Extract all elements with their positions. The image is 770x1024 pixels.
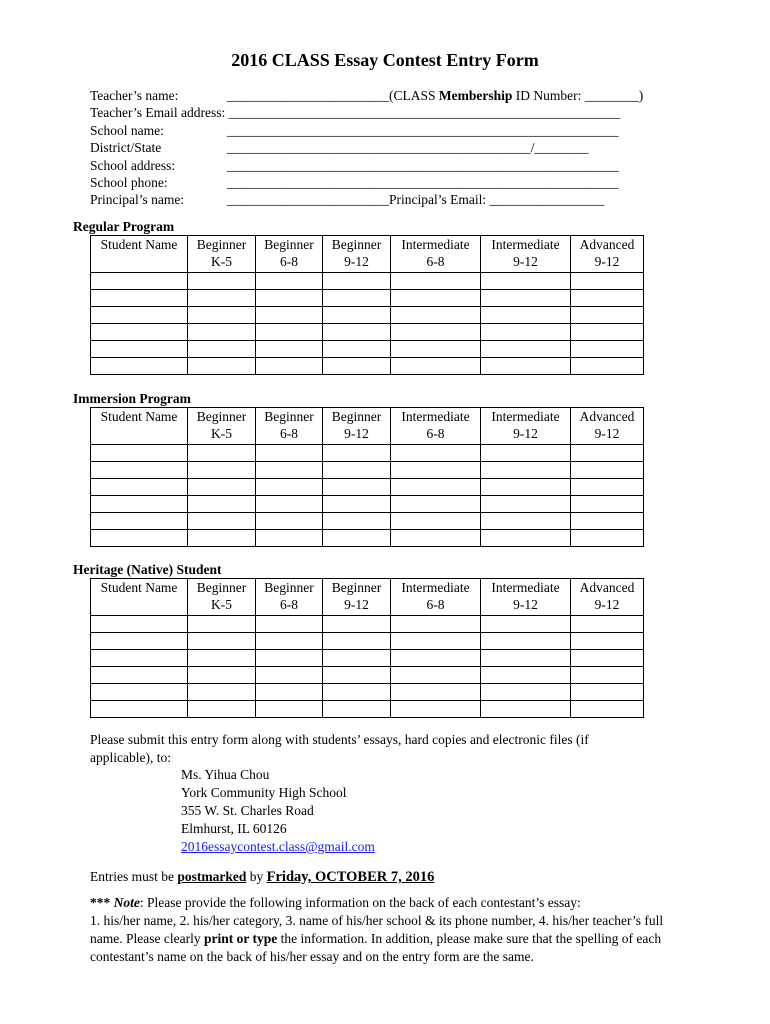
category-cell[interactable] [571,701,644,718]
student-name-cell[interactable] [91,633,188,650]
category-cell[interactable] [323,479,391,496]
category-cell[interactable] [256,479,323,496]
col-beginner-6-8: Beginner 6-8 [256,236,323,273]
category-cell[interactable] [391,290,481,307]
col-advanced-9-12: Advanced 9-12 [571,408,644,445]
category-cell[interactable] [188,513,256,530]
col-intermediate-9-12: Intermediate 9-12 [481,408,571,445]
mailing-address [181,766,375,856]
section-title-immersion: Immersion Program [73,391,191,406]
category-cell[interactable] [391,667,481,684]
category-cell[interactable] [188,650,256,667]
category-cell[interactable] [188,616,256,633]
heritage-student-table [90,578,644,718]
recipient-school: York Community High School [181,785,347,800]
category-cell[interactable] [571,496,644,513]
category-cell[interactable] [481,701,571,718]
category-cell[interactable] [391,496,481,513]
category-cell[interactable] [256,616,323,633]
school-address-row[interactable] [90,157,690,174]
student-name-cell[interactable] [91,445,188,462]
category-cell[interactable] [391,479,481,496]
category-cell[interactable] [391,273,481,290]
note-label: Note [113,895,140,910]
note-text: : Please provide the following information on the back of each contestant’s essay: [139,895,581,910]
category-cell[interactable] [481,273,571,290]
table-row [91,445,644,462]
category-cell[interactable] [571,273,644,290]
col-intermediate-9-12: Intermediate 9-12 [481,579,571,616]
category-cell[interactable] [188,479,256,496]
category-cell[interactable] [571,684,644,701]
postmarked-emphasis: postmarked [177,869,247,884]
submit-instructions: Please submit this entry form along with students’ essays, hard copies and electronic files (if applicable), to: [90,732,589,765]
table-header-row [91,236,644,273]
category-cell[interactable] [323,633,391,650]
category-cell[interactable] [391,358,481,375]
principal-line[interactable]: ________________________Principal’s Email: _________________ [227,192,605,208]
note-stars: *** [90,895,114,910]
student-name-cell[interactable] [91,290,188,307]
membership-id-blank[interactable]: ID Number: ________) [512,88,644,103]
form-title: 2016 CLASS Essay Contest Entry Form [231,50,539,70]
category-cell[interactable] [188,633,256,650]
deadline-pre: Entries must be [90,869,178,884]
table-row [91,513,644,530]
category-cell[interactable] [571,307,644,324]
col-beginner-k5: Beginner K-5 [188,408,256,445]
category-cell[interactable] [256,701,323,718]
category-cell[interactable] [571,324,644,341]
table-row [91,358,644,375]
category-cell[interactable] [256,307,323,324]
category-cell[interactable] [256,445,323,462]
category-cell[interactable] [571,667,644,684]
col-beginner-k5: Beginner K-5 [188,579,256,616]
category-cell[interactable] [481,479,571,496]
school-address-label: School address: [90,157,176,173]
category-cell[interactable] [323,530,391,547]
category-cell[interactable] [188,530,256,547]
category-cell[interactable] [481,462,571,479]
category-cell[interactable] [481,530,571,547]
category-cell[interactable] [256,290,323,307]
category-cell[interactable] [188,496,256,513]
student-name-cell[interactable] [91,496,188,513]
category-cell[interactable] [323,273,391,290]
category-cell[interactable] [481,513,571,530]
category-cell[interactable] [391,462,481,479]
category-cell[interactable] [188,701,256,718]
category-cell[interactable] [571,358,644,375]
school-phone-row[interactable] [90,174,690,191]
category-cell[interactable] [391,616,481,633]
recipient-street: 355 W. St. Charles Road [181,803,314,818]
category-cell[interactable] [481,324,571,341]
col-student-name: Student Name [91,236,188,273]
col-intermediate-6-8: Intermediate 6-8 [391,408,481,445]
category-cell[interactable] [481,290,571,307]
category-cell[interactable] [391,513,481,530]
category-cell[interactable] [323,358,391,375]
table-row [91,530,644,547]
table-row [91,273,644,290]
category-cell[interactable] [256,684,323,701]
category-cell[interactable] [571,479,644,496]
student-name-cell[interactable] [91,341,188,358]
category-cell[interactable] [323,341,391,358]
student-name-cell[interactable] [91,530,188,547]
category-cell[interactable] [323,513,391,530]
category-cell[interactable] [391,445,481,462]
table-header-row [91,408,644,445]
col-student-name: Student Name [91,579,188,616]
school-address-line[interactable]: __________________________________________________________ [227,157,619,173]
school-name-row[interactable] [90,122,690,139]
table-row [91,307,644,324]
category-cell[interactable] [481,650,571,667]
category-cell[interactable] [323,290,391,307]
student-name-cell[interactable] [91,650,188,667]
category-cell[interactable] [391,650,481,667]
category-cell[interactable] [256,650,323,667]
category-cell[interactable] [323,701,391,718]
table-row [91,324,644,341]
category-cell[interactable] [481,616,571,633]
section-title-heritage: Heritage (Native) Student [73,562,222,577]
table-row [91,496,644,513]
school-phone-label: School phone: [90,175,168,191]
principal-row[interactable] [90,191,690,208]
table-row [91,341,644,358]
recipient-name: Ms. Yihua Chou [181,767,270,782]
category-cell[interactable] [256,324,323,341]
category-cell[interactable] [188,341,256,358]
teacher-info-block [90,87,690,209]
category-cell[interactable] [256,358,323,375]
category-cell[interactable] [571,462,644,479]
category-cell[interactable] [391,701,481,718]
student-name-cell[interactable] [91,701,188,718]
category-cell[interactable] [391,633,481,650]
category-cell[interactable] [188,684,256,701]
recipient-city: Elmhurst, IL 60126 [181,821,287,836]
note-paragraph [90,894,690,966]
teacher-name-row[interactable] [90,87,690,104]
category-cell[interactable] [256,496,323,513]
deadline-date: Friday, OCTOBER 7, 2016 [266,869,435,885]
immersion-program-table [90,407,644,547]
student-name-cell[interactable] [91,513,188,530]
deadline-line [90,869,434,886]
deadline-mid: by [246,869,267,884]
membership-bold: Membership [438,88,513,103]
student-name-cell[interactable] [91,324,188,341]
table-row [91,650,644,667]
category-cell[interactable] [188,667,256,684]
immersion-rows [91,445,644,547]
category-cell[interactable] [571,445,644,462]
table-row [91,701,644,718]
teacher-name-line[interactable] [227,87,643,104]
table-row [91,479,644,496]
col-advanced-9-12: Advanced 9-12 [571,579,644,616]
district-row[interactable] [90,139,690,156]
student-name-cell[interactable] [91,667,188,684]
school-name-label: School name: [90,122,164,138]
table-header-row [91,579,644,616]
heritage-rows [91,616,644,718]
col-beginner-6-8: Beginner 6-8 [256,408,323,445]
category-cell[interactable] [391,307,481,324]
teacher-email-label: Teacher’s Email address: [90,105,226,121]
category-cell[interactable] [323,445,391,462]
table-row [91,667,644,684]
category-cell[interactable] [256,341,323,358]
table-row [91,462,644,479]
teacher-name-label: Teacher’s name: [90,88,179,103]
note-closing: the information. In addition, please make sure that the spelling of each contestant’s name on the back of his/her essay and on the entry form are the same. [90,931,662,964]
regular-rows [91,273,644,375]
category-cell[interactable] [481,445,571,462]
category-cell[interactable] [188,445,256,462]
category-cell[interactable] [256,667,323,684]
category-cell[interactable] [391,684,481,701]
teacher-name-blank[interactable]: ________________________(CLASS [227,88,439,103]
category-cell[interactable] [571,290,644,307]
table-row [91,684,644,701]
table-row [91,633,644,650]
category-cell[interactable] [256,273,323,290]
col-student-name: Student Name [91,408,188,445]
category-cell[interactable] [323,496,391,513]
col-beginner-6-8: Beginner 6-8 [256,579,323,616]
note-print-or-type: print or type [203,931,278,946]
student-name-cell[interactable] [91,479,188,496]
student-name-cell[interactable] [91,358,188,375]
col-beginner-9-12: Beginner 9-12 [323,579,391,616]
category-cell[interactable] [323,324,391,341]
category-cell[interactable] [188,462,256,479]
student-name-cell[interactable] [91,273,188,290]
category-cell[interactable] [256,530,323,547]
table-row [91,616,644,633]
teacher-email-line[interactable]: __________________________________________________________ [225,105,621,121]
school-name-line[interactable]: __________________________________________________________ [227,122,619,138]
col-beginner-9-12: Beginner 9-12 [323,408,391,445]
section-title-regular: Regular Program [73,219,175,234]
student-name-cell[interactable] [91,462,188,479]
category-cell[interactable] [571,341,644,358]
category-cell[interactable] [481,358,571,375]
teacher-email-row[interactable] [90,104,690,121]
category-cell[interactable] [188,273,256,290]
student-name-cell[interactable] [91,307,188,324]
col-beginner-k5: Beginner K-5 [188,236,256,273]
category-cell[interactable] [481,307,571,324]
category-cell[interactable] [188,307,256,324]
school-phone-line[interactable]: __________________________________________________________ [227,175,619,191]
note-list: 1. his/her name, 2. his/her category, 3. name of his/her school & its phone number, 4. his/her teacher’s full name. Please clearly [90,913,664,946]
col-intermediate-6-8: Intermediate 6-8 [391,236,481,273]
category-cell[interactable] [256,633,323,650]
category-cell[interactable] [188,358,256,375]
category-cell[interactable] [481,633,571,650]
student-name-cell[interactable] [91,616,188,633]
category-cell[interactable] [481,496,571,513]
student-name-cell[interactable] [91,684,188,701]
category-cell[interactable] [481,667,571,684]
category-cell[interactable] [571,513,644,530]
category-cell[interactable] [571,633,644,650]
table-row [91,290,644,307]
category-cell[interactable] [256,462,323,479]
category-cell[interactable] [391,530,481,547]
category-cell[interactable] [571,650,644,667]
category-cell[interactable] [571,530,644,547]
category-cell[interactable] [391,341,481,358]
contest-email-link[interactable]: 2016essaycontest.class@gmail.com [181,839,375,854]
category-cell[interactable] [323,616,391,633]
category-cell[interactable] [323,667,391,684]
category-cell[interactable] [481,684,571,701]
category-cell[interactable] [188,290,256,307]
category-cell[interactable] [481,341,571,358]
col-beginner-9-12: Beginner 9-12 [323,236,391,273]
col-intermediate-6-8: Intermediate 6-8 [391,579,481,616]
category-cell[interactable] [391,324,481,341]
col-advanced-9-12: Advanced 9-12 [571,236,644,273]
category-cell[interactable] [188,324,256,341]
principal-label: Principal’s name: [90,192,185,208]
category-cell[interactable] [323,650,391,667]
category-cell[interactable] [323,307,391,324]
category-cell[interactable] [256,513,323,530]
category-cell[interactable] [323,462,391,479]
regular-program-table [90,235,644,375]
district-label: District/State [90,140,162,156]
col-intermediate-9-12: Intermediate 9-12 [481,236,571,273]
category-cell[interactable] [323,684,391,701]
category-cell[interactable] [571,616,644,633]
district-line[interactable]: _____________________________________________/________ [227,140,589,156]
